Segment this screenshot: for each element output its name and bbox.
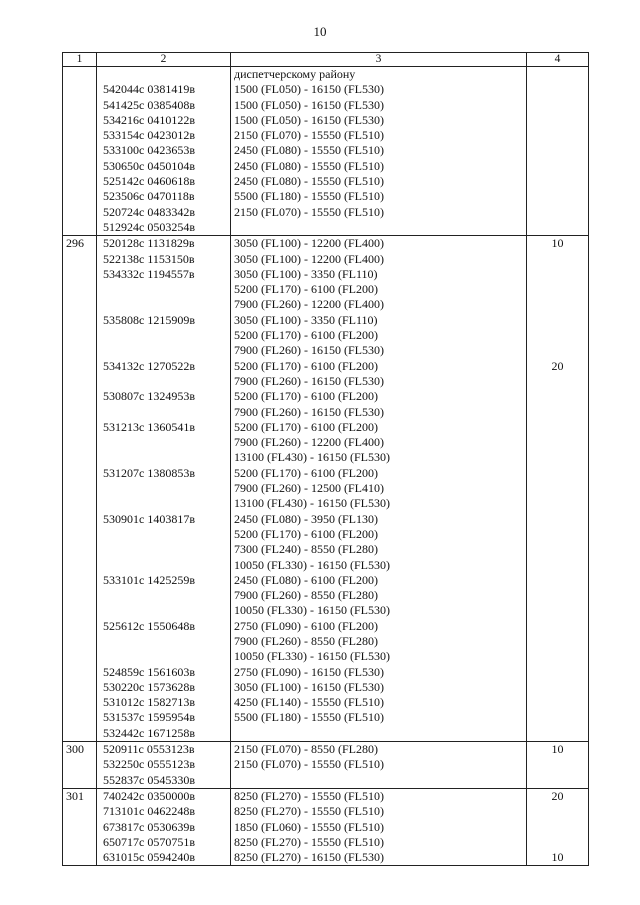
coordinate: 530901с 1403817в: [103, 511, 195, 526]
coordinate: [97, 542, 230, 557]
value: [527, 527, 588, 542]
value: [527, 67, 588, 82]
coordinate: [97, 435, 230, 450]
altitude-range: 1500 (FL050) - 16150 (FL530): [234, 112, 384, 127]
coordinate: 534332с 1194557в: [103, 266, 195, 281]
coordinate: [97, 588, 230, 603]
value: [527, 695, 588, 710]
route-id: 301: [66, 788, 84, 803]
coordinate: [97, 405, 230, 420]
altitude-range: 2450 (FL080) - 15550 (FL510): [234, 143, 384, 158]
value-cell: [527, 788, 589, 865]
altitude-range: [231, 726, 526, 741]
value: [527, 804, 588, 819]
coordinate-cell: [97, 788, 231, 865]
coordinate: 525142с 0460618в: [103, 174, 195, 189]
value: [527, 558, 588, 573]
coordinate-cell: [97, 742, 231, 789]
coordinate: 530220с 1573628в: [103, 679, 195, 694]
coordinate: 512924с 0503254в: [103, 219, 195, 234]
altitude-range-cell: [231, 67, 527, 236]
altitude-range: 5500 (FL180) - 15550 (FL510): [234, 710, 384, 725]
coordinate: 541425с 0385408в: [103, 97, 195, 112]
altitude-range: 2150 (FL070) - 8550 (FL280): [234, 742, 378, 757]
coordinate: [97, 603, 230, 618]
value: 10: [551, 850, 564, 865]
value: [527, 649, 588, 664]
altitude-range: 1500 (FL050) - 16150 (FL530): [234, 82, 384, 97]
coordinate: 542044с 0381419в: [103, 82, 195, 97]
table-row: [63, 236, 589, 742]
value: 10: [551, 742, 564, 757]
altitude-range: 7900 (FL260) - 8550 (FL280): [234, 588, 378, 603]
altitude-range: 10050 (FL330) - 16150 (FL530): [234, 649, 390, 664]
page-number: 10: [313, 24, 327, 39]
altitude-range: 10050 (FL330) - 16150 (FL530): [234, 557, 390, 572]
coordinate: 531207с 1380853в: [103, 465, 195, 480]
value: [527, 680, 588, 695]
coordinate: 524859с 1561603в: [103, 664, 195, 679]
altitude-range: 7900 (FL260) - 12500 (FL410): [234, 481, 384, 496]
value: [527, 143, 588, 158]
coordinate: 532250с 0555123в: [103, 757, 195, 772]
header-col-2: 2: [97, 53, 231, 67]
value: [527, 665, 588, 680]
altitude-range: 8250 (FL270) - 15550 (FL510): [234, 788, 384, 803]
value: [527, 573, 588, 588]
value: [527, 420, 588, 435]
altitude-range: 1850 (FL060) - 15550 (FL510): [234, 819, 384, 834]
altitude-range: 7900 (FL260) - 16150 (FL530): [234, 343, 384, 358]
value: [527, 835, 588, 850]
altitude-range: 8250 (FL270) - 15550 (FL510): [234, 804, 384, 819]
altitude-range: 13100 (FL430) - 16150 (FL530): [234, 496, 390, 511]
value: [527, 634, 588, 649]
route-id-cell: [63, 236, 97, 742]
value: 20: [551, 788, 564, 803]
value: [527, 220, 588, 235]
coordinate: [97, 450, 230, 465]
coordinate-cell: [97, 67, 231, 236]
value: 20: [551, 358, 564, 373]
coordinate: 533101с 1425259в: [103, 572, 195, 587]
altitude-range: [231, 220, 526, 235]
value-cell: [527, 742, 589, 789]
coordinate: [97, 343, 230, 358]
altitude-range: диспетчерскому району: [234, 67, 356, 81]
value: [527, 757, 588, 772]
coordinate: 673817с 0530639в: [103, 819, 195, 834]
altitude-range-cell: [231, 788, 527, 865]
header-col-4: 4: [527, 53, 589, 67]
altitude-range: 5200 (FL170) - 6100 (FL200): [234, 465, 378, 480]
coordinate-cell: [97, 236, 231, 742]
altitude-range: 5200 (FL170) - 6100 (FL200): [234, 358, 378, 373]
table-row: [63, 788, 589, 865]
coordinate: 713101с 0462248в: [103, 804, 195, 819]
coordinate: [97, 634, 230, 649]
altitude-range: 7300 (FL240) - 8550 (FL280): [234, 542, 378, 557]
value: [527, 343, 588, 358]
altitude-range: 7900 (FL260) - 16150 (FL530): [234, 373, 384, 388]
route-id-cell: [63, 67, 97, 236]
altitude-range: 3050 (FL100) - 16150 (FL530): [234, 679, 384, 694]
coordinate: 740242с 0350000в: [103, 788, 195, 803]
value: [527, 297, 588, 312]
route-id-cell: [63, 742, 97, 789]
value: [527, 466, 588, 481]
coordinate: 531012с 1582713в: [103, 695, 195, 710]
value: [527, 98, 588, 113]
value-cell: [527, 67, 589, 236]
coordinate: [97, 282, 230, 297]
coordinate: 631015с 0594240в: [103, 850, 195, 865]
value: [527, 389, 588, 404]
coordinate: [97, 527, 230, 542]
table-row: [63, 742, 589, 789]
value: [527, 450, 588, 465]
coordinate: 520911с 0553123в: [103, 742, 195, 757]
coordinate: 533154с 0423012в: [103, 128, 195, 143]
coordinate: 520724с 0483342в: [103, 204, 195, 219]
altitude-range: 5200 (FL170) - 6100 (FL200): [234, 526, 378, 541]
altitude-range: 2150 (FL070) - 15550 (FL510): [234, 204, 384, 219]
value: [527, 435, 588, 450]
value: [527, 174, 588, 189]
route-id: 300: [66, 742, 84, 757]
airspace-table: [62, 52, 589, 866]
altitude-range: 2150 (FL070) - 15550 (FL510): [234, 128, 384, 143]
altitude-range: 8250 (FL270) - 15550 (FL510): [234, 834, 384, 849]
value: [527, 726, 588, 741]
value: 10: [551, 236, 564, 251]
route-id-cell: [63, 788, 97, 865]
value: [527, 82, 588, 97]
altitude-range: 8250 (FL270) - 16150 (FL530): [234, 850, 384, 865]
altitude-range: 7900 (FL260) - 12200 (FL400): [234, 297, 384, 312]
coordinate: 533100с 0423653в: [103, 143, 195, 158]
altitude-range: 2450 (FL080) - 15550 (FL510): [234, 174, 384, 189]
coordinate: 552837с 0545330в: [103, 772, 195, 787]
coordinate: 531213с 1360541в: [103, 419, 195, 434]
value: [527, 512, 588, 527]
header-col-1: 1: [63, 53, 97, 67]
altitude-range: 7900 (FL260) - 8550 (FL280): [234, 633, 378, 648]
altitude-range: 3050 (FL100) - 3350 (FL110): [234, 312, 378, 327]
value: [527, 773, 588, 788]
altitude-range: 7900 (FL260) - 16150 (FL530): [234, 404, 384, 419]
altitude-range: 1500 (FL050) - 16150 (FL530): [234, 97, 384, 112]
table-row: [63, 67, 589, 236]
value: [527, 588, 588, 603]
altitude-range-cell: [231, 742, 527, 789]
coordinate: [97, 374, 230, 389]
coordinate: 535808с 1215909в: [103, 312, 195, 327]
coordinate: 534216с 0410122в: [103, 112, 195, 127]
value: [527, 205, 588, 220]
altitude-range: 2450 (FL080) - 15550 (FL510): [234, 158, 384, 173]
value: [527, 267, 588, 282]
value: [527, 313, 588, 328]
value: [527, 496, 588, 511]
altitude-range: 3050 (FL100) - 12200 (FL400): [234, 251, 384, 266]
altitude-range: 2150 (FL070) - 15550 (FL510): [234, 757, 384, 772]
coordinate: [97, 496, 230, 511]
altitude-range: 7900 (FL260) - 12200 (FL400): [234, 435, 384, 450]
altitude-range: 5500 (FL180) - 15550 (FL510): [234, 189, 384, 204]
coordinate: 534132с 1270522в: [103, 358, 195, 373]
header-row: [63, 53, 589, 67]
coordinate: 520128с 1131829в: [103, 236, 195, 251]
value: [527, 159, 588, 174]
value: [527, 328, 588, 343]
coordinate: [97, 481, 230, 496]
coordinate: [97, 649, 230, 664]
coordinate: 530650с 0450104в: [103, 158, 195, 173]
altitude-range: 5200 (FL170) - 6100 (FL200): [234, 328, 378, 343]
header-col-3: 3: [231, 53, 527, 67]
coordinate: [97, 67, 230, 82]
altitude-range: 2450 (FL080) - 6100 (FL200): [234, 572, 378, 587]
altitude-range: 5200 (FL170) - 6100 (FL200): [234, 282, 378, 297]
value: [527, 603, 588, 618]
altitude-range: 3050 (FL100) - 12200 (FL400): [234, 236, 384, 251]
coordinate: [97, 297, 230, 312]
coordinate: 530807с 1324953в: [103, 389, 195, 404]
coordinate: 523506с 0470118в: [103, 189, 195, 204]
route-id: [66, 67, 96, 82]
altitude-range: 3050 (FL100) - 3350 (FL110): [234, 266, 378, 281]
altitude-range: 5200 (FL170) - 6100 (FL200): [234, 419, 378, 434]
value: [527, 710, 588, 725]
altitude-range: 10050 (FL330) - 16150 (FL530): [234, 603, 390, 618]
value: [527, 113, 588, 128]
value-cell: [527, 236, 589, 742]
value: [527, 128, 588, 143]
coordinate: [97, 558, 230, 573]
value: [527, 374, 588, 389]
altitude-range: 5200 (FL170) - 6100 (FL200): [234, 389, 378, 404]
altitude-range: 13100 (FL430) - 16150 (FL530): [234, 450, 390, 465]
value: [527, 542, 588, 557]
value: [527, 820, 588, 835]
value: [527, 405, 588, 420]
altitude-range-cell: [231, 236, 527, 742]
value: [527, 481, 588, 496]
coordinate: 525612с 1550648в: [103, 618, 195, 633]
coordinate: 522138с 1153150в: [103, 251, 195, 266]
altitude-range: 2750 (FL090) - 16150 (FL530): [234, 664, 384, 679]
value: [527, 619, 588, 634]
value: [527, 282, 588, 297]
altitude-range: 2450 (FL080) - 3950 (FL130): [234, 511, 378, 526]
route-id: 296: [66, 236, 84, 251]
altitude-range: 4250 (FL140) - 15550 (FL510): [234, 695, 384, 710]
coordinate: [97, 328, 230, 343]
value: [527, 189, 588, 204]
altitude-range: [231, 773, 526, 788]
coordinate: 532442с 1671258в: [103, 725, 195, 740]
table-body: [63, 67, 589, 866]
coordinate: 531537с 1595954в: [103, 710, 195, 725]
altitude-range: 2750 (FL090) - 6100 (FL200): [234, 618, 378, 633]
value: [527, 252, 588, 267]
coordinate: 650717с 0570751в: [103, 834, 195, 849]
